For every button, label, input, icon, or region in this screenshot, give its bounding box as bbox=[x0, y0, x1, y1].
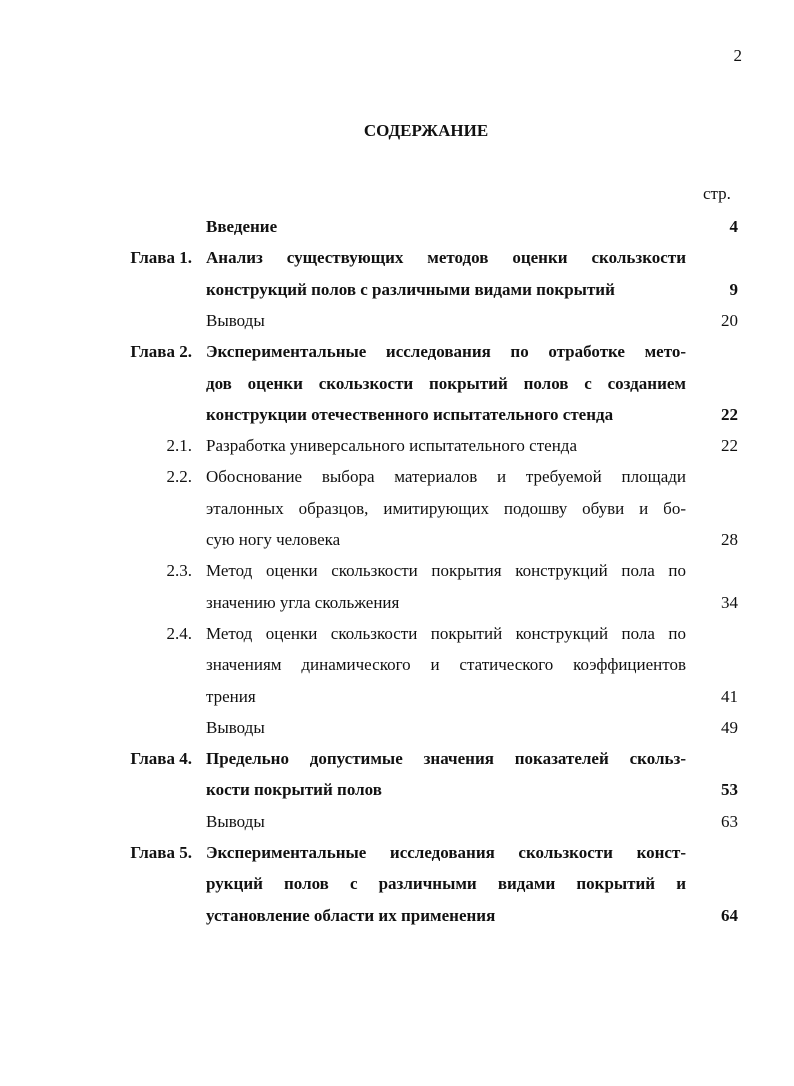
toc-entry-line: значению угла скольжения bbox=[206, 592, 400, 612]
toc-entry-page: 64 bbox=[721, 905, 738, 925]
toc-entry-line: Выводы bbox=[206, 717, 265, 737]
toc-entry-line: значениям динамического и статического коэффициентов bbox=[206, 655, 686, 675]
toc-entry-page: 49 bbox=[721, 717, 738, 737]
toc-entry-line: Выводы bbox=[206, 811, 265, 831]
toc-entry-line: трения bbox=[206, 686, 256, 706]
toc-entry-page: 22 bbox=[721, 404, 738, 424]
toc-entry-line: Предельно допустимые значения показателей скольз- bbox=[206, 749, 686, 769]
toc-entry-number: 2.2. bbox=[166, 467, 192, 487]
toc-entry-line: дов оценки скользкости покрытий полов с созданием bbox=[206, 373, 686, 393]
toc-entry-number: 2.4. bbox=[166, 623, 192, 643]
toc-entry-number: 2.3. bbox=[166, 561, 192, 581]
toc-entry-line: Введение bbox=[206, 217, 278, 236]
page-number: 2 bbox=[733, 46, 742, 65]
toc-entry-number: Глава 4. bbox=[130, 749, 192, 769]
toc-entry-line: конструкций полов с различными видами покрытий bbox=[206, 279, 615, 299]
toc-entry-number: Глава 5. bbox=[130, 843, 192, 862]
toc-entry-page: 41 bbox=[721, 686, 738, 706]
toc-entry-page: 9 bbox=[729, 279, 738, 299]
toc-entry-line: Выводы bbox=[206, 310, 265, 330]
toc-entry-page: 20 bbox=[721, 310, 738, 330]
toc-entry-line: Метод оценки скользкости покрытий конструкций пола по bbox=[206, 623, 686, 643]
toc-entry-page: 53 bbox=[721, 780, 738, 800]
toc-entry-page: 34 bbox=[721, 592, 738, 612]
toc-entry-line: Обоснование выбора материалов и требуемой площади bbox=[206, 467, 686, 487]
toc-entry-page: 4 bbox=[729, 217, 738, 236]
toc-entry-line: сую ногу человека bbox=[206, 530, 341, 549]
toc-entry-page: 28 bbox=[721, 530, 738, 549]
toc-entry-number: Глава 2. bbox=[130, 342, 192, 362]
toc-entry-line: Разработка универсального испытательного стенда bbox=[206, 436, 577, 456]
toc-entry-page: 22 bbox=[721, 436, 738, 456]
toc-entry-page: 63 bbox=[721, 811, 738, 831]
toc-entry-line: Метод оценки скользкости покрытия конструкций пола по bbox=[206, 561, 686, 581]
page-title: СОДЕРЖАНИЕ bbox=[363, 121, 489, 140]
toc-entry-line: кости покрытий полов bbox=[206, 780, 382, 800]
toc-entry-line: конструкции отечественного испытательного стенда bbox=[206, 404, 614, 424]
toc-entry-number: 2.1. bbox=[166, 436, 192, 456]
toc-entry-line: рукций полов с различными видами покрытий и bbox=[206, 874, 686, 894]
toc-entry-number: Глава 1. bbox=[130, 248, 192, 268]
page-column-label: стр. bbox=[703, 184, 731, 203]
toc-entry-line: Экспериментальные исследования скользкости конст- bbox=[206, 843, 686, 862]
toc-entry-line: эталонных образцов, имитирующих подошву обуви и бо- bbox=[206, 498, 686, 518]
toc-entry-line: установление области их применения bbox=[206, 905, 496, 925]
toc-entry-line: Анализ существующих методов оценки скользкости bbox=[206, 248, 686, 268]
toc-entry-line: Экспериментальные исследования по отработке мето- bbox=[206, 342, 686, 362]
